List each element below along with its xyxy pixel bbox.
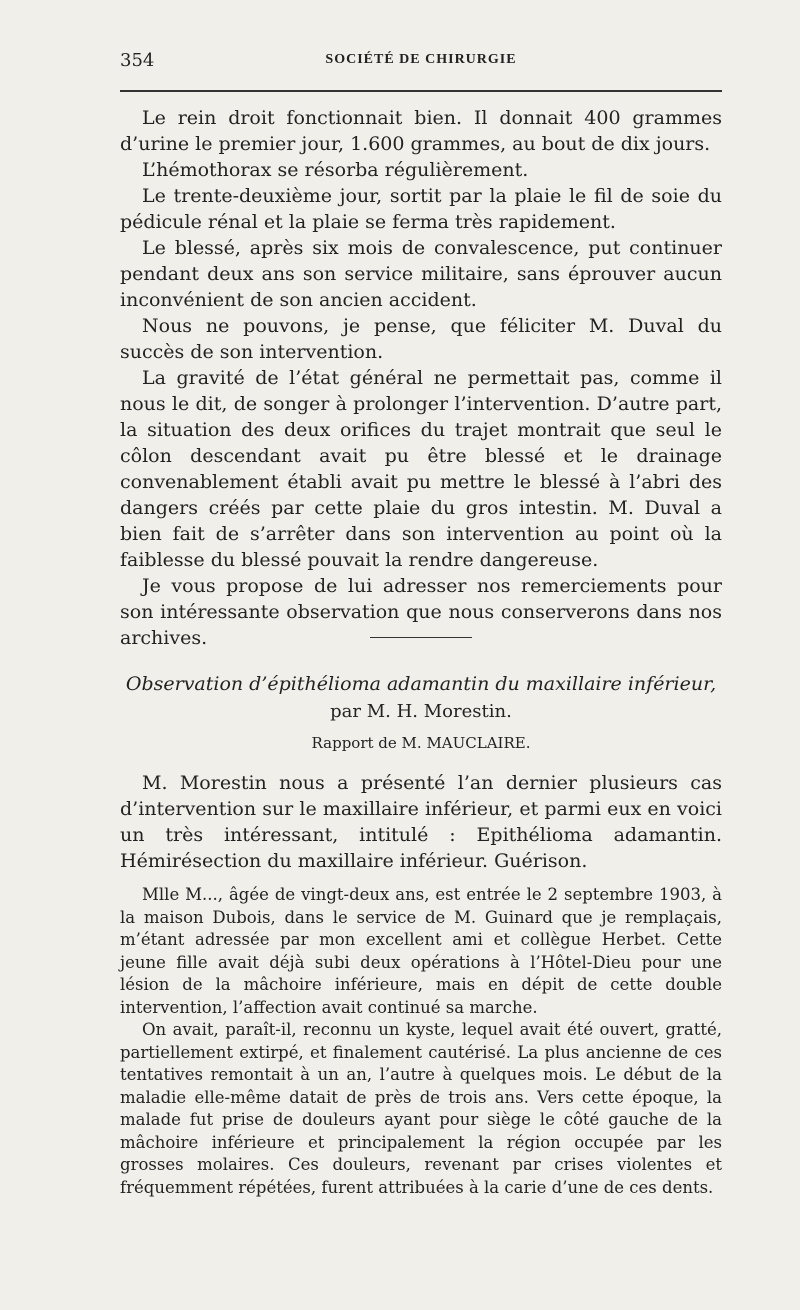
page-number: 354: [120, 50, 155, 71]
case-history: [120, 884, 722, 1199]
section-divider: [370, 637, 472, 638]
paragraph: Le trente-deuxième jour, sortit par la plaie le fil de soie du pédicule rénal et la plaie se ferma très rapidement.: [120, 185, 722, 233]
paragraph: Je vous propose de lui adresser nos remerciements pour son intéressante observation que nous conserverons dans nos archives.: [120, 575, 722, 649]
paragraph: On avait, paraît-il, reconnu un kyste, lequel avait été ouvert, gratté, partiellement extirpé, et finalement cautérisé. La plus ancienne de ces tentatives remontait à un an, l’autre à quelques mois. Le début de la maladie elle-même datait de près de trois ans. Vers cette époque, la malade fut prise de douleurs ayant pour siège le côté gauche de la mâchoire inférieure et principalement la région occupée par les grosses molaires. Ces douleurs, revenant par crises violentes et fréquemment répétées, furent attribuées à la carie d’une de ces dents.: [120, 1020, 722, 1197]
paragraph: M. Morestin nous a présenté l’an dernier plusieurs cas d’intervention sur le maxillaire inférieur, et parmi eux en voici un très intéressant, intitulé : Epithélioma adamantin. Hémirésection du maxillaire inférieur. Guérison.: [120, 772, 722, 872]
header-rule: [120, 90, 722, 92]
paragraph: Mlle M..., âgée de vingt-deux ans, est entrée le 2 septembre 1903, à la maison Dubois, dans le service de M. Guinard que je remplaçais, m’étant adressée par mon excellent ami et collègue Herbet. Cette jeune fille avait déjà subi deux opérations à l’Hôtel-Dieu pour une lésion de la mâchoire inférieure, mais en dépit de cette double intervention, l’affection avait continué sa marche.: [120, 885, 722, 1017]
paragraph: La gravité de l’état général ne permettait pas, comme il nous le dit, de songer à prolonger l’intervention. D’autre part, la situation des deux orifices du trajet montrait que seul le côlon descendant avait pu être blessé et le drainage convenablement établi avait pu mettre le blessé à l’abri des dangers créés par cette plaie du gros intestin. M. Duval a bien fait de s’arrêter dans son intervention au point où la faiblesse du blessé pouvait la rendre dangereuse.: [120, 367, 722, 571]
paragraph: Le rein droit fonctionnait bien. Il donnait 400 grammes d’urine le premier jour, 1.600 grammes, au bout de dix jours.: [120, 107, 722, 155]
running-title: SOCIÉTÉ DE CHIRURGIE: [325, 52, 517, 67]
report-conclusion: [120, 105, 722, 651]
paragraph: Le blessé, après six mois de convalescence, put continuer pendant deux ans son service militaire, sans éprouver aucun inconvénient de son ancien accident.: [120, 237, 722, 311]
observation-author: par M. H. Morestin.: [330, 701, 512, 722]
paragraph: L’hémothorax se résorba régulièrement.: [142, 159, 529, 181]
report-intro: [120, 770, 722, 874]
observation-report: Rapport de M. MAUCLAIRE.: [311, 734, 531, 752]
observation-title: Observation d’épithélioma adamantin du maxillaire inférieur,: [125, 673, 717, 695]
paragraph: Nous ne pouvons, je pense, que féliciter M. Duval du succès de son intervention.: [120, 315, 722, 363]
page-header: [120, 50, 722, 70]
